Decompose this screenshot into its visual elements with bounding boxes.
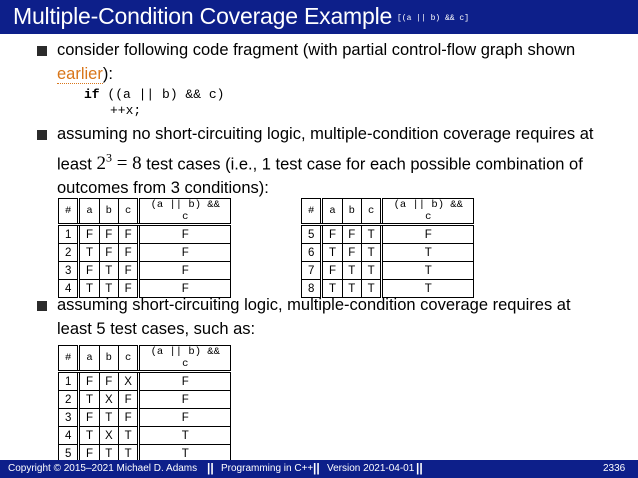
table-cell: T bbox=[139, 427, 231, 445]
bullet-1-text bbox=[57, 38, 575, 86]
bullet-1-line-2-tail: ): bbox=[102, 65, 113, 83]
col-header-index: # bbox=[302, 199, 322, 225]
table-cell: 1 bbox=[59, 225, 79, 244]
table-cell: T bbox=[322, 280, 342, 298]
col-header-b: b bbox=[99, 346, 118, 372]
earlier-link[interactable]: earlier bbox=[57, 65, 103, 83]
code-line-2: ++x; bbox=[110, 103, 142, 118]
table-cell: F bbox=[79, 445, 99, 463]
table-cell: F bbox=[118, 262, 138, 280]
footer-copyright: Copyright © 2015–2021 Michael D. Adams bbox=[8, 463, 198, 474]
code-line-1 bbox=[84, 87, 224, 102]
table-cell: F bbox=[118, 409, 138, 427]
table-cell: F bbox=[118, 225, 138, 244]
bullet-3-line-2: least 5 test cases, such as: bbox=[57, 320, 256, 338]
table-cell: F bbox=[79, 372, 99, 391]
col-header-b: b bbox=[342, 199, 361, 225]
table-cell: 3 bbox=[59, 409, 79, 427]
table-cell: T bbox=[342, 262, 361, 280]
col-header-expr: (a || b) && c bbox=[139, 199, 231, 225]
col-header-a: a bbox=[79, 199, 99, 225]
slide-title-code: [(a || b) && c] bbox=[397, 14, 470, 23]
footer-bar bbox=[0, 460, 638, 478]
table-cell: T bbox=[99, 262, 118, 280]
table-cell: F bbox=[118, 280, 138, 298]
table-cell: 8 bbox=[302, 280, 322, 298]
table-cell: F bbox=[139, 262, 231, 280]
table-cell: F bbox=[79, 262, 99, 280]
truth-table-left bbox=[58, 198, 231, 298]
table-cell: T bbox=[382, 244, 474, 262]
table-cell: T bbox=[99, 280, 118, 298]
col-header-c: c bbox=[118, 199, 138, 225]
col-header-a: a bbox=[79, 346, 99, 372]
bullet-2-text bbox=[57, 122, 594, 200]
table-cell: F bbox=[139, 409, 231, 427]
bullet-marker bbox=[37, 301, 47, 311]
table-cell: T bbox=[79, 427, 99, 445]
table-cell: 2 bbox=[59, 391, 79, 409]
footer-course: Programming in C++ bbox=[221, 463, 314, 474]
table-cell: F bbox=[99, 372, 118, 391]
table-cell: 7 bbox=[302, 262, 322, 280]
footer-separator: || bbox=[313, 461, 320, 475]
table-cell: T bbox=[382, 280, 474, 298]
footer-separator: || bbox=[416, 461, 423, 475]
table-cell: F bbox=[79, 409, 99, 427]
truth-table-right bbox=[301, 198, 474, 298]
table-cell: 6 bbox=[302, 244, 322, 262]
col-header-expr: (a || b) && c bbox=[139, 346, 231, 372]
table-cell: T bbox=[382, 262, 474, 280]
table-cell: F bbox=[322, 225, 342, 244]
table-row bbox=[59, 409, 231, 427]
table-cell: T bbox=[361, 280, 381, 298]
table-cell: T bbox=[118, 445, 138, 463]
table-cell: F bbox=[382, 225, 474, 244]
table-cell: 5 bbox=[59, 445, 79, 463]
table-cell: T bbox=[361, 262, 381, 280]
table-cell: F bbox=[342, 244, 361, 262]
footer-separator: || bbox=[207, 461, 214, 475]
table-row bbox=[59, 427, 231, 445]
table-cell: T bbox=[139, 445, 231, 463]
table-cell: F bbox=[322, 262, 342, 280]
bullet-2-line-2-post: test cases (i.e., 1 test case for each possible combination of bbox=[141, 155, 583, 174]
bullet-1-line-1: consider following code fragment (with partial control-flow graph shown bbox=[57, 41, 576, 59]
table-cell: F bbox=[118, 244, 138, 262]
table-cell: 5 bbox=[302, 225, 322, 244]
table-cell: 4 bbox=[59, 280, 79, 298]
table-cell: F bbox=[139, 372, 231, 391]
table-cell: F bbox=[99, 225, 118, 244]
table-cell: T bbox=[99, 445, 118, 463]
short-circuit-table bbox=[58, 345, 231, 463]
bullet-3-text bbox=[57, 293, 571, 341]
table-row bbox=[59, 372, 231, 391]
table-cell: F bbox=[99, 244, 118, 262]
table-cell: T bbox=[322, 244, 342, 262]
table-row bbox=[59, 225, 231, 244]
table-cell: T bbox=[79, 280, 99, 298]
table-row bbox=[302, 262, 474, 280]
table-row bbox=[59, 391, 231, 409]
col-header-a: a bbox=[322, 199, 342, 225]
code-condition: ((a || b) && c) bbox=[99, 87, 225, 102]
table-cell: T bbox=[342, 280, 361, 298]
table-row bbox=[302, 244, 474, 262]
col-header-b: b bbox=[99, 199, 118, 225]
table-cell: T bbox=[361, 244, 381, 262]
table-cell: X bbox=[99, 391, 118, 409]
footer-page-number: 2336 bbox=[603, 463, 626, 474]
bullet-marker bbox=[37, 130, 47, 140]
table-cell: 3 bbox=[59, 262, 79, 280]
bullet-2-line-3: outcomes from 3 conditions): bbox=[57, 179, 269, 198]
table-cell: F bbox=[139, 280, 231, 298]
col-header-index: # bbox=[59, 346, 79, 372]
table-cell: T bbox=[79, 244, 99, 262]
code-keyword: if bbox=[84, 87, 100, 102]
table-cell: T bbox=[361, 225, 381, 244]
bullet-3-line-1: assuming short-circuiting logic, multiple-condition coverage requires at bbox=[57, 296, 571, 314]
col-header-c: c bbox=[118, 346, 138, 372]
table-cell: X bbox=[99, 427, 118, 445]
bullet-marker bbox=[37, 46, 47, 56]
table-cell: T bbox=[79, 391, 99, 409]
table-cell: F bbox=[139, 391, 231, 409]
table-cell: F bbox=[139, 225, 231, 244]
bullet-2-line-1: assuming no short-circuiting logic, multiple-condition coverage requires at bbox=[57, 125, 594, 143]
table-cell: F bbox=[342, 225, 361, 244]
bullet-2-line-2-pre: least bbox=[57, 155, 97, 174]
table-cell: X bbox=[118, 372, 138, 391]
table-cell: F bbox=[139, 244, 231, 262]
math-expression: $2^3 = 8$ bbox=[96, 151, 142, 175]
table-cell: F bbox=[79, 225, 99, 244]
table-cell: 1 bbox=[59, 372, 79, 391]
table-cell: T bbox=[118, 427, 138, 445]
table-row bbox=[302, 225, 474, 244]
table-cell: 2 bbox=[59, 244, 79, 262]
table-cell: 4 bbox=[59, 427, 79, 445]
title-bar bbox=[0, 0, 638, 34]
table-row bbox=[59, 262, 231, 280]
col-header-expr: (a || b) && c bbox=[382, 199, 474, 225]
col-header-index: # bbox=[59, 199, 79, 225]
table-row bbox=[59, 244, 231, 262]
table-cell: F bbox=[118, 391, 138, 409]
footer-version: Version 2021-04-01 bbox=[327, 463, 415, 474]
table-cell: T bbox=[99, 409, 118, 427]
slide-title: Multiple-Condition Coverage Example bbox=[13, 3, 393, 29]
col-header-c: c bbox=[361, 199, 381, 225]
